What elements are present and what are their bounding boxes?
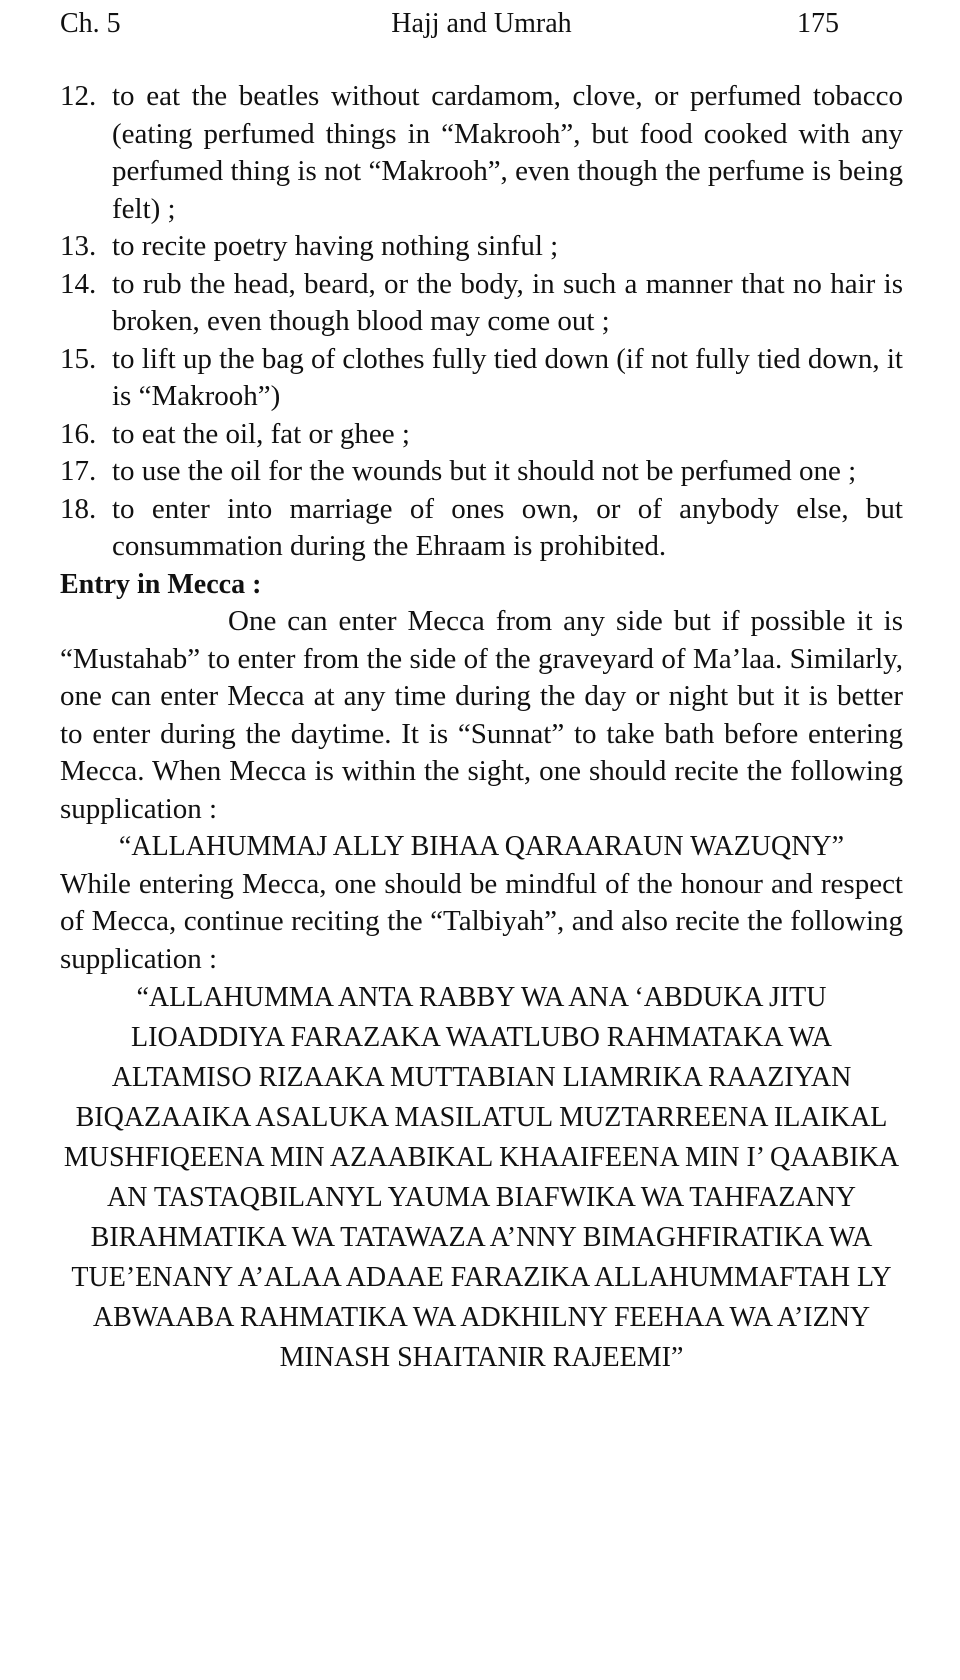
- supplication-entering: “ALLAHUMMA ANTA RABBY WA ANA ‘ABDUKA JITU LIOADDIYA FARAZAKA WAATLUBO RAHMATAKA WA ALTAMISO RIZAAKA MUTTABIAN LIAMRIKA RAAZIYAN BIQAZAAIKA ASALUKA MASILATUL MUZTARREENA ILAIKAL MUSHFIQEENA MIN AZAABIKAL KHAAIFEENA MIN I’ QAABIKA AN TASTAQBILANYL YAUMA BIAFWIKA WA TAHFAZANY BIRAHMATIKA WA TATAWAZA A’NNY BIMAGHFIRATIKA WA TUE’ENANY A’ALAA ADAAE FARAZIKA ALLAHUMMAFTAH LY ABWAABA RAHMATIKA WA ADKHILNY FEEHAA WA A’IZNY MINASH SHAITANIR RAJEEMI”: [63, 982, 900, 1373]
- list-item: [60, 228, 903, 266]
- list-item-text: to eat the beatles without cardamom, clove, or perfumed tobacco (eating perfumed things in “Makrooh”, but food cooked with any perfumed thing is not “Makrooh”, even though the perfume is being felt) ;: [112, 80, 903, 225]
- list-item: [60, 416, 903, 454]
- list-item: [60, 453, 903, 491]
- list-item-number: 16.: [60, 417, 97, 450]
- book-page: [60, 0, 903, 1680]
- paragraph-entry-rules: One can enter Mecca from any side but if possible it is “Mustahab” to enter from the side of the graveyard of Ma’laa. Similarly, one can enter Mecca at any time during the day or night but it is better to enter during the daytime. It is “Sunnat” to take bath before entering Mecca. When Mecca is within the sight, one should recite the following supplication :: [60, 605, 903, 825]
- list-item: [60, 78, 903, 228]
- entry-section: [60, 566, 903, 1379]
- list-item-text: to eat the oil, fat or ghee ;: [112, 417, 410, 450]
- list-item-text: to enter into marriage of ones own, or of anybody else, but consummation during the Ehraam is prohibited.: [112, 492, 903, 562]
- list-item-number: 13.: [60, 230, 97, 262]
- list-item: [60, 266, 903, 341]
- section-heading: Entry in Mecca :: [60, 568, 262, 600]
- page-header: [60, 4, 903, 48]
- supplication-sighting: “ALLAHUMMAJ ALLY BIHAA QARAARAUN WAZUQNY”: [118, 831, 845, 862]
- chapter-label: Ch. 5: [60, 8, 121, 39]
- running-title: Hajj and Umrah: [391, 8, 572, 39]
- list-item-number: 14.: [60, 267, 97, 300]
- list-item-text: to lift up the bag of clothes fully tied down (if not fully tied down, it is “Makrooh”): [112, 342, 903, 412]
- list-item-number: 12.: [60, 80, 97, 112]
- list-item-text: to use the oil for the wounds but it should not be perfumed one ;: [112, 455, 857, 487]
- page-number: 175: [797, 8, 839, 39]
- list-item-number: 15.: [60, 342, 97, 375]
- list-item-number: 18.: [60, 492, 97, 525]
- list-item: [60, 341, 903, 416]
- list-item-number: 17.: [60, 455, 97, 487]
- list-item-text: to recite poetry having nothing sinful ;: [112, 230, 559, 262]
- paragraph-entering: While entering Mecca, one should be mindful of the honour and respect of Mecca, continue reciting the “Talbiyah”, and also recite the following supplication :: [60, 867, 903, 975]
- list-item: [60, 491, 903, 566]
- list-item-text: to rub the head, beard, or the body, in such a manner that no hair is broken, even though blood may come out ;: [112, 267, 903, 337]
- numbered-list: [60, 78, 903, 566]
